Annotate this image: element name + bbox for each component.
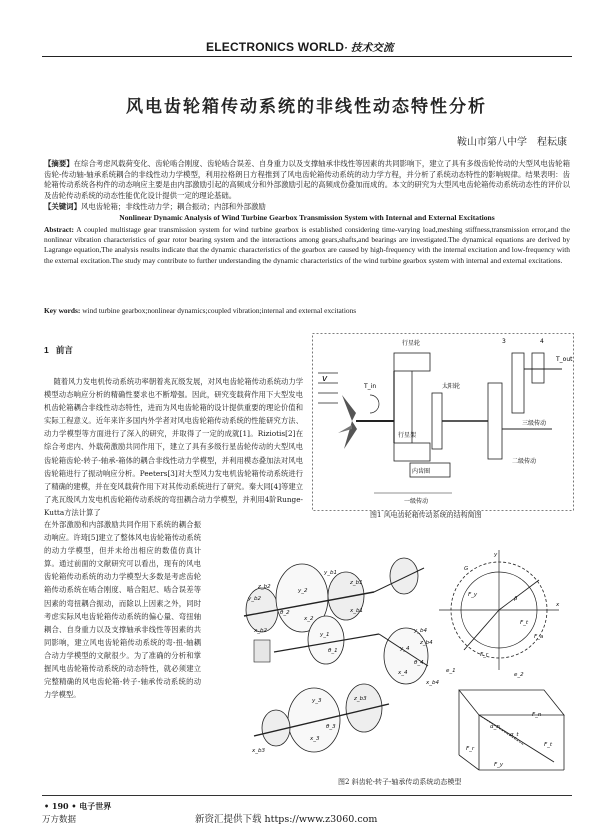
normal-force-vector bbox=[479, 715, 554, 762]
section-number: 1 bbox=[44, 345, 49, 355]
header-rule bbox=[42, 56, 572, 57]
planet-gear-label: 行星轮 bbox=[402, 340, 421, 347]
label-theta4: θ_4 bbox=[414, 660, 424, 666]
blade-icon bbox=[342, 395, 356, 421]
keywords-cn-text: 风电齿轮箱；非线性动力学；耦合振动；内部和外部激励 bbox=[80, 202, 266, 211]
abstract-cn-text: 在综合考虑风载荷变化、齿轮啮合刚度、齿轮啮合误差、自身重力以及支撑轴承非线性等因素的共同影响下，建立了具有多级齿轮传动的大型风电齿轮箱齿轮-传动轴-轴承系统耦合的非线性动力学模型，利用拉格朗日方程推到了风电齿轮箱传动系统的动力学方程，并分析了系统动态特性的影响规律。结果表明：齿轮箱传动系统各构件的动态响应主要是由内部激励引起的高频成分和外部激励引起的高频成份叠加而成的。本文的研究为大型风电齿轮箱传动系统动态性的评价以及齿轮传动系统的动态性能优化设计提供一定的理论基础。 bbox=[44, 159, 570, 200]
keywords-en-label: Key words: bbox=[44, 306, 81, 315]
right-label-ft2: F_t bbox=[544, 742, 553, 748]
sun-gear-box bbox=[432, 393, 442, 449]
keywords-en-text: wind turbine gearbox;nonlinear dynamics;coupled vibration;internal and external excitations bbox=[80, 306, 357, 315]
label-xb4: x_b4 bbox=[426, 680, 439, 686]
right-label-alpha-n: α_n bbox=[490, 724, 500, 730]
footer-journal: 电子世界 bbox=[79, 801, 112, 811]
right-label-alpha-t: α_t bbox=[510, 732, 519, 738]
keywords-cn bbox=[44, 202, 570, 212]
stage2-label: 二级传动 bbox=[512, 458, 537, 465]
right-label-fn: F_n bbox=[532, 712, 542, 718]
right-label-x: x bbox=[556, 602, 560, 608]
label-yb2: y_b2 bbox=[248, 596, 261, 602]
label-num-4: 4 bbox=[540, 338, 544, 345]
output-gear bbox=[532, 353, 544, 383]
wind-arrows bbox=[318, 373, 338, 403]
label-yb4: y_b4 bbox=[414, 628, 427, 634]
right-label-fa: F_a bbox=[534, 634, 544, 640]
stage1-label: 一级传动 bbox=[404, 498, 429, 505]
right-label-e2: e_2 bbox=[514, 672, 524, 678]
page-number-text: • 190 • bbox=[44, 801, 77, 811]
label-x4: x_4 bbox=[398, 670, 408, 676]
footer-rule bbox=[42, 795, 572, 796]
journal-header bbox=[206, 40, 394, 55]
paragraph-1 bbox=[44, 375, 303, 519]
force-line bbox=[499, 580, 539, 610]
page-number bbox=[44, 801, 111, 812]
label-y4: y_4 bbox=[400, 646, 410, 652]
figure-2-caption: 图2 斜齿轮-转子-轴承传动系统动态模型 bbox=[338, 778, 462, 786]
abstract-en bbox=[44, 225, 570, 266]
footer-download: 新资汇提供下载 https://www.z3060.com bbox=[195, 814, 378, 825]
label-theta3: θ_3 bbox=[326, 724, 336, 730]
right-label-fy: F_y bbox=[468, 592, 478, 598]
output-torque-label: T_out bbox=[556, 356, 573, 363]
keywords-cn-label: 【关键词】 bbox=[44, 202, 81, 211]
figure-1-diagram bbox=[312, 333, 574, 511]
paragraph-2: 在外部激励和内部激励共同作用下系统的耦合振动响应。许琦[5]建立了整体风电齿轮箱传动系统的动力学模型，但并未给出相应的数值仿真计算。通过前面的文献研究可以看出，现有的风电齿轮箱传动系统的动力学模型大多数是考虑齿轮箱传动系统在啮合刚度、啮合阻尼、啮合误差等因素的弯扭耦合振动，而除以上因素之外，同时考虑实际风电齿轮箱传动系统的偏心量、弯扭轴耦合、自身重力以及支撑轴承非线性等因素的共同影响，建立风电齿轮箱传动系统的弯-扭-轴耦合动力学模型的文献很少。为了准确的分析和掌握风电齿轮箱传动系统的动态特性，就必须建立完整精确的风电齿轮箱-转子-轴承传动系统的动力学模型。 bbox=[44, 520, 201, 700]
abstract-en-label: Abstract: bbox=[44, 225, 74, 234]
label-x3: x_3 bbox=[310, 736, 320, 742]
label-xb3: x_b3 bbox=[252, 748, 265, 754]
label-theta2: θ_2 bbox=[280, 610, 290, 616]
gear-1 bbox=[308, 616, 344, 664]
torque-arrow bbox=[370, 395, 379, 413]
abstract-en-text: A coupled multistage gear transmission system for wind turbine gearbox is established considering time-varying load,meshing stiffness,transmission error,and the nonlinear vibration characteristics of gear rotor bearing system and the interactions among gears,shafts,and bearings are investigated.The dynamical equations are derived by Lagrange equation,The analysis results indicate that the dynamic characteristics of the gearbox are caused by high-frequency with the internal excitation and low-frequency with the external excitation.The study may contribute to further understanding the dynamic characteristics of the wind turbine gearbox system with internal and external excitations. bbox=[44, 225, 570, 265]
right-label-e1: e_1 bbox=[446, 668, 456, 674]
label-num-3: 3 bbox=[502, 338, 506, 345]
carrier-label: 行星架 bbox=[398, 432, 417, 439]
abstract-cn bbox=[44, 159, 570, 201]
right-label-beta: β bbox=[514, 596, 518, 602]
journal-name: ELECTRONICS WORLD bbox=[206, 40, 345, 54]
label-y3: y_3 bbox=[312, 698, 322, 704]
stage3-gear bbox=[512, 353, 524, 413]
input-torque-label: T_in bbox=[364, 383, 377, 390]
section-heading bbox=[44, 344, 73, 356]
english-title: Nonlinear Dynamic Analysis of Wind Turbine Gearbox Transmission System with Internal and External Excitations bbox=[119, 213, 495, 222]
label-xb1: x_b1 bbox=[350, 608, 363, 614]
label-x2: x_2 bbox=[304, 616, 314, 622]
force-box-edge bbox=[459, 755, 479, 770]
bearing-support bbox=[254, 640, 270, 662]
label-zb1: z_b1 bbox=[350, 580, 363, 586]
bearing-b3 bbox=[346, 684, 382, 732]
label-yb1: y_b1 bbox=[324, 570, 337, 576]
right-label-ft: F_t bbox=[520, 620, 529, 626]
ring-gear-label: 内齿圈 bbox=[412, 468, 431, 475]
section-title: 前言 bbox=[55, 345, 73, 355]
planet-gear-box-bottom bbox=[394, 443, 430, 461]
label-theta1: θ_1 bbox=[328, 648, 338, 654]
right-label-y: y bbox=[494, 552, 498, 558]
wind-speed-label: v bbox=[322, 374, 328, 384]
keywords-en bbox=[44, 306, 570, 316]
author-line: 鞍山市第八中学 程耘康 bbox=[457, 137, 567, 148]
blade-icon bbox=[344, 421, 357, 449]
label-zb3: z_b3 bbox=[354, 696, 367, 702]
bearing-b5 bbox=[390, 558, 418, 594]
label-zb4: z_b4 bbox=[420, 640, 433, 646]
label-xb2: x_b2 bbox=[254, 628, 267, 634]
right-label-fy2: F_y bbox=[494, 762, 504, 768]
label-y2: y_2 bbox=[298, 588, 308, 594]
planet-gear-box-top bbox=[394, 353, 430, 371]
journal-section: · 技术交流 bbox=[344, 42, 394, 54]
abstract-cn-label: 【摘要】 bbox=[44, 159, 74, 168]
right-label-fr2: F_r bbox=[466, 746, 475, 752]
sun-gear-label: 太阳轮 bbox=[442, 383, 461, 390]
paragraph-1-text: 随着风力发电机传动系统功率朝着兆瓦级发展，对风电齿轮箱传动系统动力学模型动态响应分析的精确性要求也不断增强。因此，研究变载荷作用下大型发电机齿轮箱耦合非线性动态特性，进而为风电齿轮箱的设计提供重要的理论价值和实际工程意义。近年来许多国内外学者对风电齿轮箱传动系统的性能研究方法、动力学模型等方面进行了深入的研究，并取得了一定的成就[1]。Riziotis[2]在综合考虑内、外载荷激励共同作用下，建立了具有多级行星齿轮传动的大型风电齿轮箱齿轮-转子-轴承-箱体的耦合非线性动力学模型，并利用模态叠加法对风电齿轮箱进行了振动响应分析。Peeters[3]对大型风力发电机齿轮箱传动系统进行了精确的建模，并在变风载荷作用下对其传动系统进行了研究。秦大同[4]等建立了兆瓦级风力发电机齿轮箱传动系统的弯扭耦合动力学模型，并利用4阶Runge-Kutta方法计算了 bbox=[44, 377, 304, 517]
stage3-label: 三级传动 bbox=[522, 420, 547, 427]
right-label-fr: F_r bbox=[480, 652, 489, 658]
force-box-top bbox=[459, 690, 564, 715]
paper-title: 风电齿轮箱传动系统的非线性动态特性分析 bbox=[126, 97, 487, 117]
figure-1-caption: 图1 风电齿轮箱传动系统的结构简图 bbox=[370, 511, 482, 519]
label-zb2: z_b2 bbox=[258, 584, 271, 590]
label-y1: y_1 bbox=[320, 632, 330, 638]
right-label-g: G bbox=[464, 566, 469, 572]
stage2-gear bbox=[488, 383, 502, 459]
footer-source: 万方数据 bbox=[42, 815, 77, 825]
figure-2-diagram bbox=[214, 540, 574, 774]
